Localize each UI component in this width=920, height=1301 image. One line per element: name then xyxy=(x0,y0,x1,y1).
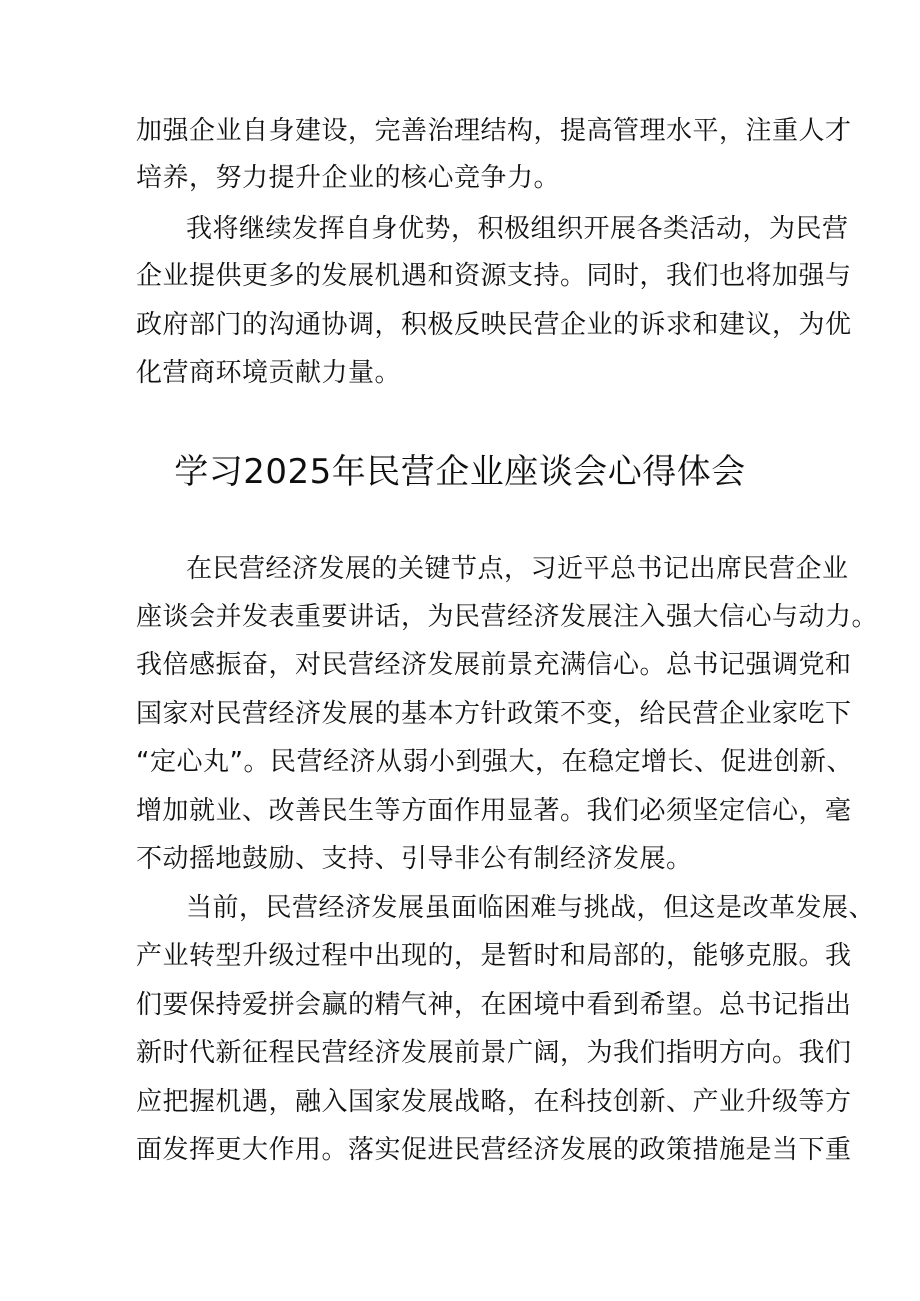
paragraph-line: 新时代新征程民营经济发展前景广阔，为我们指明方向。我们 xyxy=(136,1038,852,1068)
article-title: 学习2025年民营企业座谈会心得体会 xyxy=(174,452,746,492)
paragraph-line: 在民营经济发展的关键节点，习近平总书记出席民营企业 xyxy=(186,554,849,584)
paragraph-line: 不动摇地鼓励、支持、引导非公有制经济发展。 xyxy=(136,844,693,874)
paragraph-line: 企业提供更多的发展机遇和资源支持。同时，我们也将加强与 xyxy=(136,261,852,291)
paragraph-line: 国家对民营经济发展的基本方针政策不变，给民营企业家吃下 xyxy=(136,699,852,729)
paragraph-line: 产业转型升级过程中出现的，是暂时和局部的，能够克服。我 xyxy=(136,941,852,971)
paragraph-line: 面发挥更大作用。落实促进民营经济发展的政策措施是当下重 xyxy=(136,1135,852,1165)
paragraph-line: 化营商环境贡献力量。 xyxy=(136,358,402,388)
paragraph-line: 应把握机遇，融入国家发展战略，在科技创新、产业升级等方 xyxy=(136,1087,852,1117)
paragraph-line: 增加就业、改善民生等方面作用显著。我们必须坚定信心，毫 xyxy=(136,796,852,826)
paragraph-line: 加强企业自身建设，完善治理结构，提高管理水平，注重人才 xyxy=(136,116,852,146)
paragraph-line: 培养，努力提升企业的核心竞争力。 xyxy=(136,163,561,193)
paragraph-line: 当前，民营经济发展虽面临困难与挑战，但这是改革发展、 xyxy=(186,893,876,923)
paragraph-line: 座谈会并发表重要讲话，为民营经济发展注入强大信心与动力。 xyxy=(136,602,879,632)
paragraph-line: “定心丸”。民营经济从弱小到强大，在稳定增长、促进创新、 xyxy=(136,747,853,777)
paragraph-line: 我将继续发挥自身优势，积极组织开展各类活动，为民营 xyxy=(186,214,849,244)
paragraph-line: 政府部门的沟通协调，积极反映民营企业的诉求和建议，为优 xyxy=(136,310,852,340)
paragraph-line: 们要保持爱拼会赢的精气神，在困境中看到希望。总书记指出 xyxy=(136,990,852,1020)
paragraph-line: 我倍感振奋，对民营经济发展前景充满信心。总书记强调党和 xyxy=(136,650,852,680)
